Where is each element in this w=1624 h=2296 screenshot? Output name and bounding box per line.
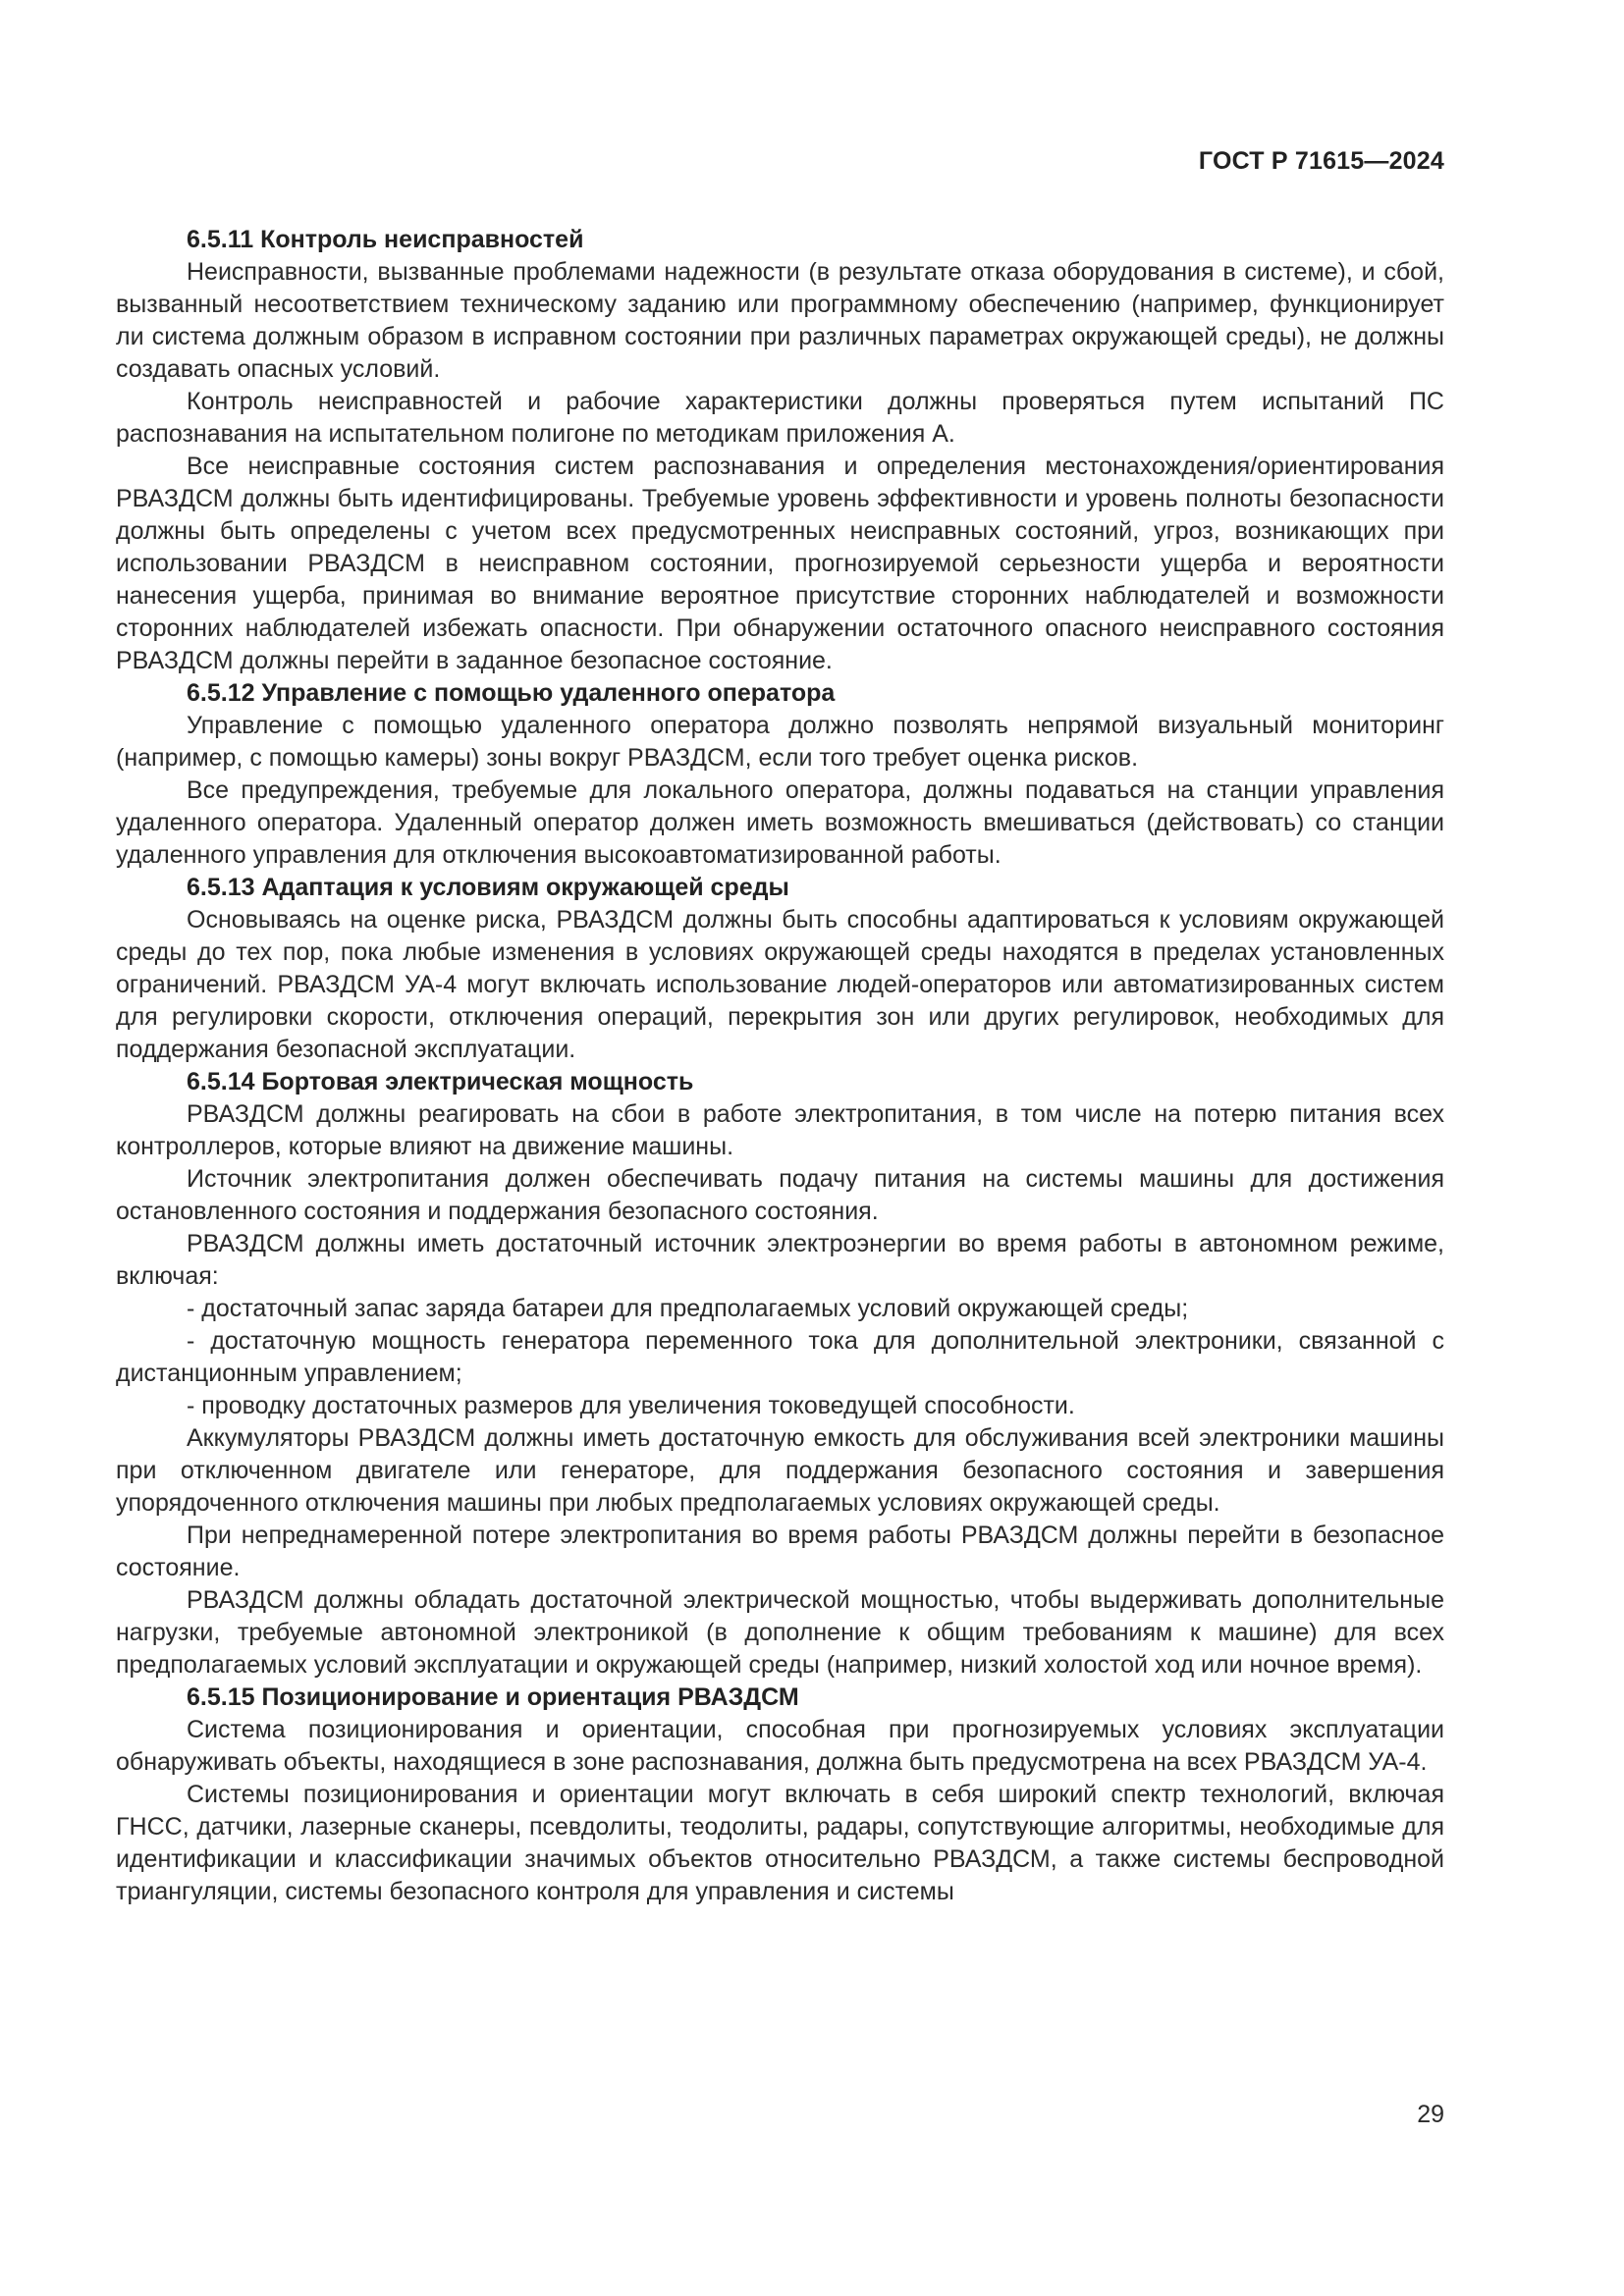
list-item: - достаточный запас заряда батареи для предполагаемых условий окружающей среды; (187, 1295, 1189, 1322)
paragraph: Система позиционирования и ориентации, способная при прогнозируемых условиях эксплуатации обнаруживать объекты, находящиеся в зоне распознавания, должна быть предусмотрена на всех РВАЗДСМ УА-4. (116, 1716, 1444, 1776)
section-heading-6-5-11: 6.5.11 Контроль неисправностей (187, 226, 584, 253)
document-id: ГОСТ Р 71615—2024 (1198, 147, 1444, 175)
section-heading-6-5-12: 6.5.12 Управление с помощью удаленного оператора (187, 679, 836, 707)
paragraph: Управление с помощью удаленного оператора должно позволять непрямой визуальный мониторинг (например, с помощью камеры) зоны вокруг РВАЗДСМ, если того требует оценка рисков. (116, 712, 1444, 772)
paragraph: Системы позиционирования и ориентации могут включать в себя широкий спектр технологий, включая ГНСС, датчики, лазерные сканеры, псевдолиты, теодолиты, радары, сопутствующие алгоритмы, необходимые для идентификации и классификации значимых объектов относительно РВАЗДСМ, а также системы беспроводной триангуляции, системы безопасного контроля для управления и системы (116, 1781, 1444, 1905)
paragraph: Контроль неисправностей и рабочие характеристики должны проверяться путем испытаний ПС распознавания на испытательном полигоне по методикам приложения А. (116, 388, 1444, 448)
section-heading-6-5-14: 6.5.14 Бортовая электрическая мощность (187, 1068, 694, 1095)
paragraph: Источник электропитания должен обеспечивать подачу питания на системы машины для достижения остановленного состояния и поддержания безопасного состояния. (116, 1165, 1444, 1225)
paragraph: Аккумуляторы РВАЗДСМ должны иметь достаточную емкость для обслуживания всей электроники машины при отключенном двигателе или генераторе, для поддержания безопасного состояния и завершения упорядоченного отключения машины при любых предполагаемых условиях окружающей среды. (116, 1424, 1444, 1517)
paragraph: Все неисправные состояния систем распознавания и определения местонахождения/ориентирования РВАЗДСМ должны быть идентифицированы. Требуемые уровень эффективности и уровень полноты безопасности должны быть определены с учетом всех предусмотренных неисправных состояний, угроз, возникающих при использовании РВАЗДСМ в неисправном состоянии, прогнозируемой серьезности ущерба и вероятности нанесения ущерба, принимая во внимание вероятное присутствие сторонних наблюдателей и возможности сторонних наблюдателей избежать опасности. При обнаружении остаточного опасного неисправного состояния РВАЗДСМ должны перейти в заданное безопасное состояние. (116, 453, 1444, 674)
paragraph: При непреднамеренной потере электропитания во время работы РВАЗДСМ должны перейти в безопасное состояние. (116, 1522, 1444, 1581)
paragraph: Все предупреждения, требуемые для локального оператора, должны подаваться на станции управления удаленного оператора. Удаленный оператор должен иметь возможность вмешиваться (действовать) со станции удаленного управления для отключения высокоавтоматизированной работы. (116, 776, 1444, 869)
section-heading-6-5-15: 6.5.15 Позиционирование и ориентация РВАЗДСМ (187, 1683, 799, 1711)
section-heading-6-5-13: 6.5.13 Адаптация к условиям окружающей среды (187, 874, 789, 901)
paragraph: Неисправности, вызванные проблемами надежности (в результате отказа оборудования в системе), и сбой, вызванный несоответствием техническому заданию или программному обеспечению (например, функционирует ли система должным образом в исправном состоянии при различных параметрах окружающей среды), не должны создавать опасных условий. (116, 258, 1444, 383)
list-item: - достаточную мощность генератора переменного тока для дополнительной электроники, связанной с дистанционным управлением; (116, 1327, 1444, 1387)
paragraph: РВАЗДСМ должны обладать достаточной электрической мощностью, чтобы выдерживать дополнительные нагрузки, требуемые автономной электроникой (в дополнение к общим требованиям к машине) для всех предполагаемых условий эксплуатации и окружающей среды (например, низкий холостой ход или ночное время). (116, 1586, 1444, 1679)
page-number: 29 (1417, 2101, 1444, 2128)
paragraph: РВАЗДСМ должны реагировать на сбои в работе электропитания, в том числе на потерю питания всех контроллеров, которые влияют на движение машины. (116, 1100, 1444, 1160)
paragraph: Основываясь на оценке риска, РВАЗДСМ должны быть способны адаптироваться к условиям окружающей среды до тех пор, пока любые изменения в условиях окружающей среды находятся в пределах установленных ограничений. РВАЗДСМ УА-4 могут включать использование людей-операторов или автоматизированных систем для регулировки скорости, отключения операций, перекрытия зон или других регулировок, необходимых для поддержания безопасной эксплуатации. (116, 906, 1444, 1063)
list-item: - проводку достаточных размеров для увеличения токоведущей способности. (187, 1392, 1075, 1419)
paragraph: РВАЗДСМ должны иметь достаточный источник электроэнергии во время работы в автономном режиме, включая: (116, 1230, 1444, 1290)
document-body (116, 224, 1444, 1908)
